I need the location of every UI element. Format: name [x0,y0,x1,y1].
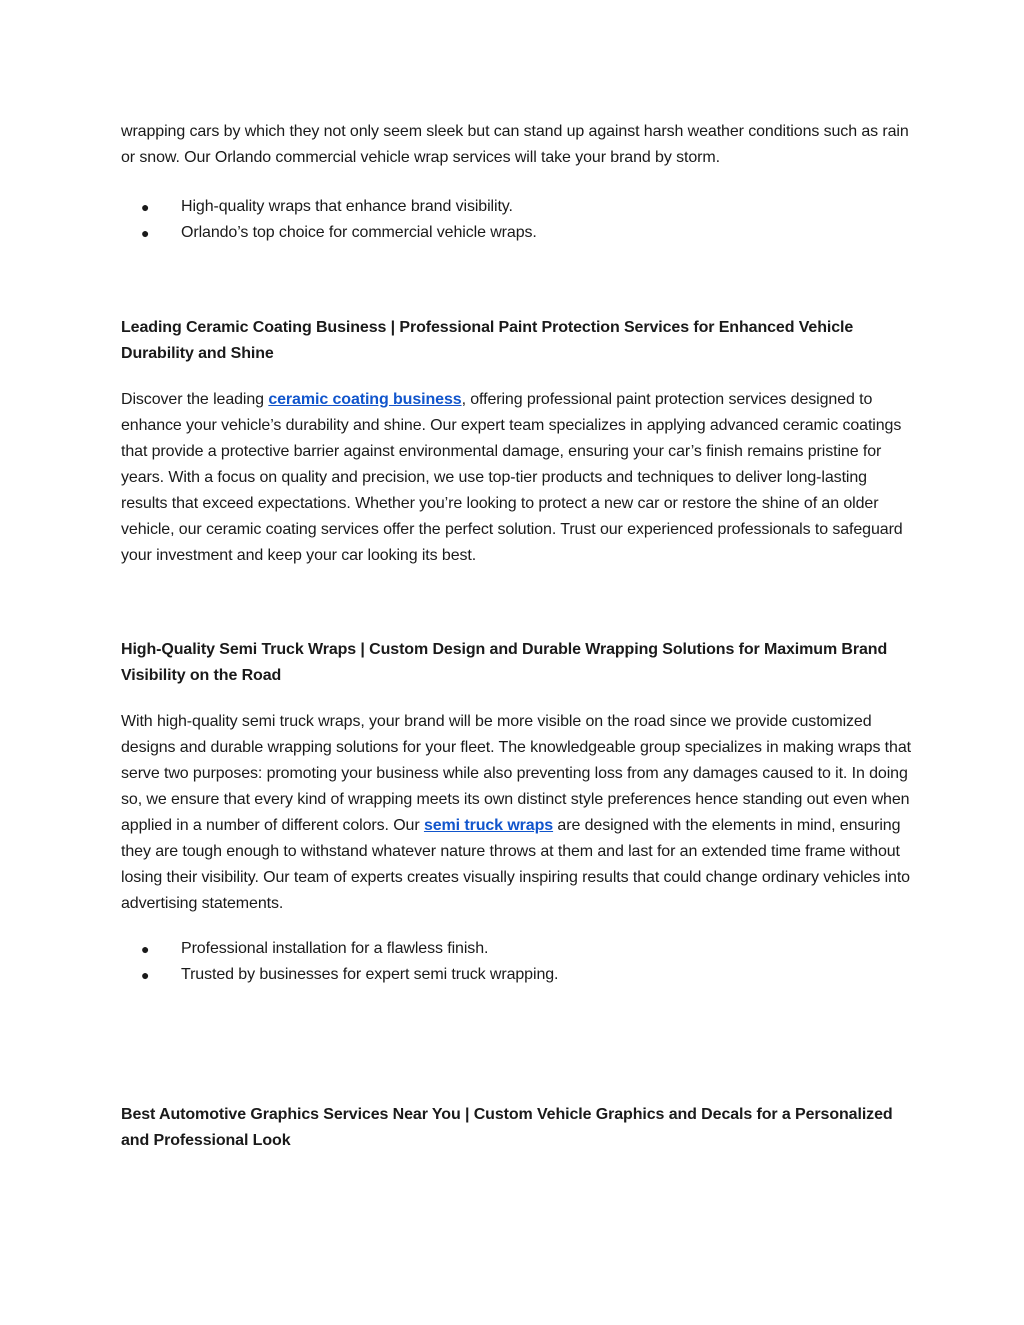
ceramic-section [121,315,911,367]
semi-truck-body [121,709,911,917]
list-item: ● Trusted by businesses for expert semi truck wrapping. [121,962,911,988]
list-item: ● Professional installation for a flawless finish. [121,936,911,962]
ceramic-coating-link[interactable]: ceramic coating business [268,391,462,408]
intro-paragraph: wrapping cars by which they not only seem sleek but can stand up against harsh weather conditions such as rain or snow. Our Orlando commercial vehicle wrap services will take your brand by storm. [121,123,909,166]
bullet-icon: ● [141,967,150,983]
section-heading: Leading Ceramic Coating Business | Professional Paint Protection Services for Enhanced Vehicle Durability and Shine [121,319,854,362]
semi-truck-wraps-link[interactable]: semi truck wraps [423,817,554,834]
list-item: ● High-quality wraps that enhance brand visibility. [121,194,911,220]
semi-truck-bullet-list [121,936,911,988]
ceramic-body [121,387,911,569]
semi-truck-bullets [121,936,911,988]
intro-section [121,119,911,171]
bullet-icon: ● [141,225,150,241]
semi-truck-section [121,637,911,689]
ceramic-paragraph: Discover the leading ceramic coating business, offering professional paint protection services designed to enhance your vehicle’s durability and shine. Our expert team specializes in applying advanced ceramic coatings that provide a protective barrier against environmental damage, ensuring your car’s finish remains pristine for years. With a focus on quality and precision, we use top-tier products and techniques to deliver long-lasting results that exceed expectations. Whether you’re looking to protect a new car or restore the shine of an older vehicle, our ceramic coating services offer the perfect solution. Trust our experienced professionals to safeguard your investment and keep your car looking its best. [121,391,903,564]
bullet-icon: ● [141,941,150,957]
section-heading: Best Automotive Graphics Services Near You | Custom Vehicle Graphics and Decals for a Personalized and Professional Look [121,1106,893,1149]
bullet-icon: ● [141,199,150,215]
intro-bullet-list [121,194,911,246]
list-item: ● Orlando’s top choice for commercial vehicle wraps. [121,220,911,246]
graphics-section [121,1102,911,1154]
semi-truck-paragraph: With high-quality semi truck wraps, your brand will be more visible on the road since we provide customized designs and durable wrapping solutions for your fleet. The knowledgeable group specializes in making wraps that serve two purposes: promoting your business while also preventing loss from any damages caused to it. In doing so, we ensure that every kind of wrapping meets its own distinct style preferences hence standing out even when applied in a number of different colors. Our semi truck wraps are designed with the elements in mind, ensuring they are tough enough to withstand whatever nature throws at them and last for an extended time frame without losing their visibility. Our team of experts creates visually inspiring results that could change ordinary vehicles into advertising statements. [121,713,911,912]
section-heading: High-Quality Semi Truck Wraps | Custom Design and Durable Wrapping Solutions for Maximum Brand Visibility on the Road [121,641,888,684]
intro-bullets [121,194,911,246]
